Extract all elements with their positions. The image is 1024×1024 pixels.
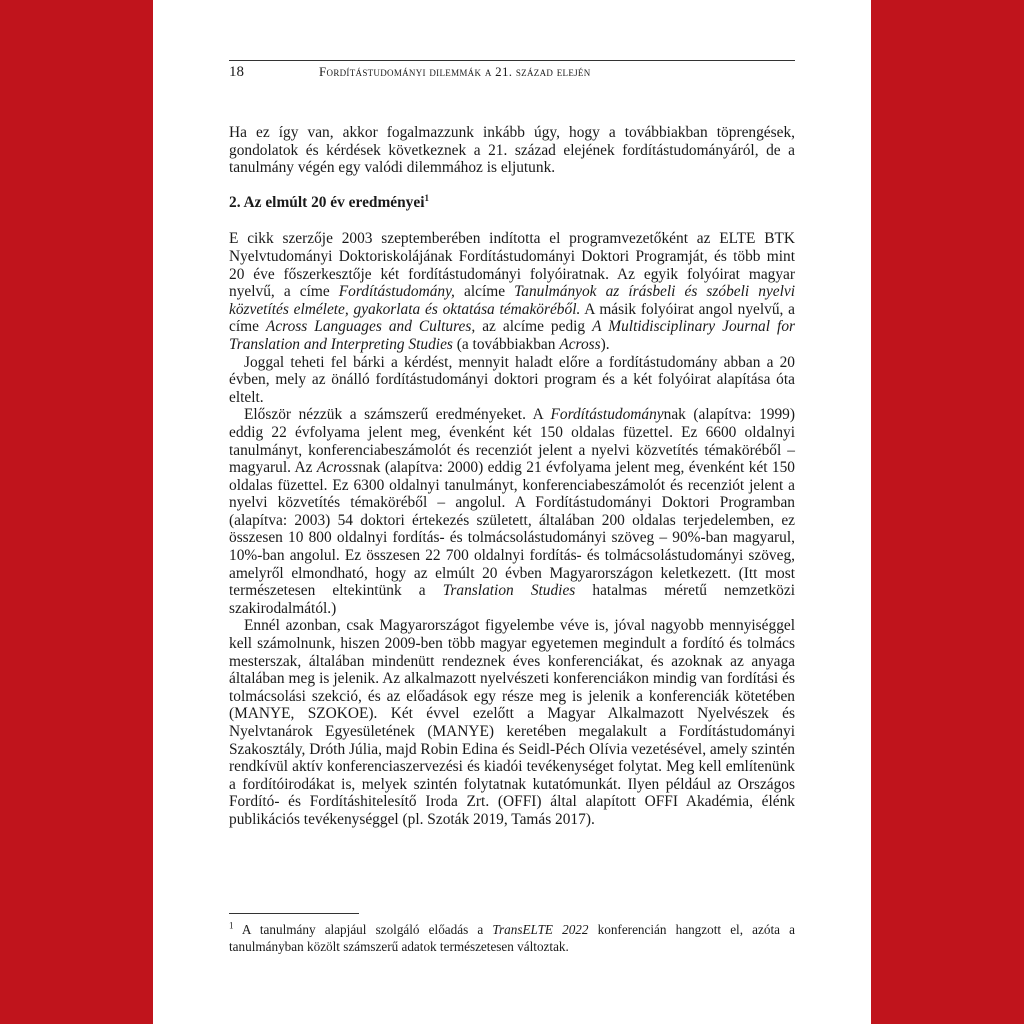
p3-text-c: nak (alapítva: 2000) eddig 21 évfolyama jelent meg, évenként két 150 oldalas füzettel. Ez 6300 oldalnyi tanulmányt, konferenciabeszámolót és recenziót jelent a nyelvi közvetítés témaköréből – angolul. A Fordítástudományi Doktori Programban (alapítva: 2003) 54 doktori értekezés született, általában 200 oldalas terjedelemben, ez összesen 10 800 oldalnyi fordítás- és tolmácsolástudományi szöveg – 90%-ban magyarul, 10%-ban angolul. Ez összesen 22 700 oldalnyi fordítás- és tolmácsolástudományi szöveg, amelyről elmondható, hogy az elmúlt 20 évben Magyarországon keletkezett. (Itt most természetesen eltekintünk a — [229, 459, 795, 600]
p1-text-b: alcíme — [454, 283, 515, 301]
paragraph-2: Joggal teheti fel bárki a kérdést, mennyit haladt előre a fordítástudomány abban a 20 évben, mely az önálló fordítástudományi doktori program és a két folyóirat alapítása óta eltelt. — [229, 353, 795, 406]
p1-text-e: (a továbbiakban — [452, 335, 560, 353]
p1-text-a: E cikk szerzője 2003 szeptemberében indította el programvezetőként az ELTE BTK Nyelvtudományi Doktoriskolájának Fordítástudományi Doktori Programját, és több mint 20 éve főszerkesztője két fordítástudományi folyóiratnak. Az egyik folyóirat magyar nyelvű, a címe — [229, 230, 795, 301]
p1-text-c: A másik folyóirat angol nyelvű, a címe — [229, 300, 795, 336]
journal-subtitle-across: A Multidisciplinary Journal for Translation and Interpreting Studies — [229, 318, 796, 353]
page-header — [229, 60, 795, 88]
footnote — [229, 921, 795, 955]
body-text — [229, 124, 795, 829]
footnote-reference: 1 — [424, 192, 429, 203]
journal-subtitle-fordtud: Tanulmányok az írásbeli és szóbeli nyelvi közvetítés elmélete, gyakorlata és oktatása témaköréből. — [229, 283, 795, 318]
intro-paragraph: Ha ez így van, akkor fogalmazzunk inkább úgy, hogy a továbbiakban töprengések, gondolatok és kérdések következnek a 21. század elejének fordítástudományáról, de a tanulmány végén egy valódi dilemmához is eljutunk. — [229, 124, 795, 177]
footnote-mark: 1 — [229, 920, 234, 931]
journal-title-across: Across Languages and Cultures, — [265, 318, 476, 336]
footnote-text-a: A tanulmány alapjául szolgáló előadás a — [233, 922, 493, 937]
book-page — [153, 0, 871, 1024]
section-heading-text: 2. Az elmúlt 20 év eredményei — [229, 193, 425, 211]
paragraph-4: Ennél azonban, csak Magyarországot figyelembe véve is, jóval nagyobb mennyiséggel kell számolnunk, hiszen 2009-ben több magyar egyetemen megindult a fordító és tolmács mesterszak, általában mindenütt rendeznek éves konferenciákat, és azoknak az anyaga általában meg is jelenik. Az alkalmazott nyelvészeti konferenciákon mindig van fordítási és tolmácsolási szekció, és az előadások egy része meg is jelenik a konferenciák kötetében (MANYE, SZOKOE). Két évvel ezelőtt a Magyar Alkalmazott Nyelvészek és Nyelvtanárok Egyesületének (MANYE) keretében megalakult a Fordítástudományi Szakosztály, Dróth Júlia, majd Robin Edina és Seidl-Péch Olívia vezetésével, amely szintén rendkívül aktív konferenciaszervezési és kiadói tevékenységet folytat. Meg kell említenünk a fordítóirodákat is, melyek szintén folytatnak kutatómunkát. Ilyen például az Országos Fordító- és Fordításhitelesítő Iroda Zrt. (OFFI) által alapított OFFI Akadémia, élénk publikációs tevékenységgel (pl. Szoták 2019, Tamás 2017). — [229, 617, 795, 828]
across-short: Across — [559, 335, 601, 353]
running-title: Fordítástudományi dilemmák a 21. század elején — [319, 64, 591, 79]
footnote-text-b: konferencián hangzott el, azóta a tanulmányban közölt számszerű adatok természetesen változtak. — [229, 922, 795, 954]
p3-text-b: nak (alapítva: 1999) eddig 22 évfolyama jelent meg, évenként két 150 oldalas füzettel. Ez 6600 oldalnyi tanulmányt, konferenciabeszámolót és recenziót jelent a nyelvi közvetítés témaköréből – magyarul. Az — [229, 406, 795, 477]
paragraph-1 — [229, 230, 795, 353]
p1-text-f: ). — [600, 335, 610, 353]
footnote-separator — [229, 913, 359, 914]
p3-text-d: hatalmas méretű nemzetközi szakirodalmától.) — [229, 582, 795, 617]
p3-text-a: Először nézzük a számszerű eredményeket. A — [244, 406, 551, 424]
p3-italic-fordtud: Fordítástudomány — [550, 406, 664, 424]
p3-italic-translation-studies: Translation Studies — [442, 582, 576, 600]
footnote-italic-transelte: TransELTE 2022 — [492, 922, 589, 937]
paragraph-3 — [229, 406, 795, 617]
page-number: 18 — [229, 64, 244, 80]
journal-title-fordtud: Fordítástudomány, — [338, 283, 455, 301]
p3-italic-across: Across — [316, 459, 359, 477]
section-heading — [229, 194, 795, 212]
p1-text-d: az alcíme pedig — [475, 318, 593, 336]
